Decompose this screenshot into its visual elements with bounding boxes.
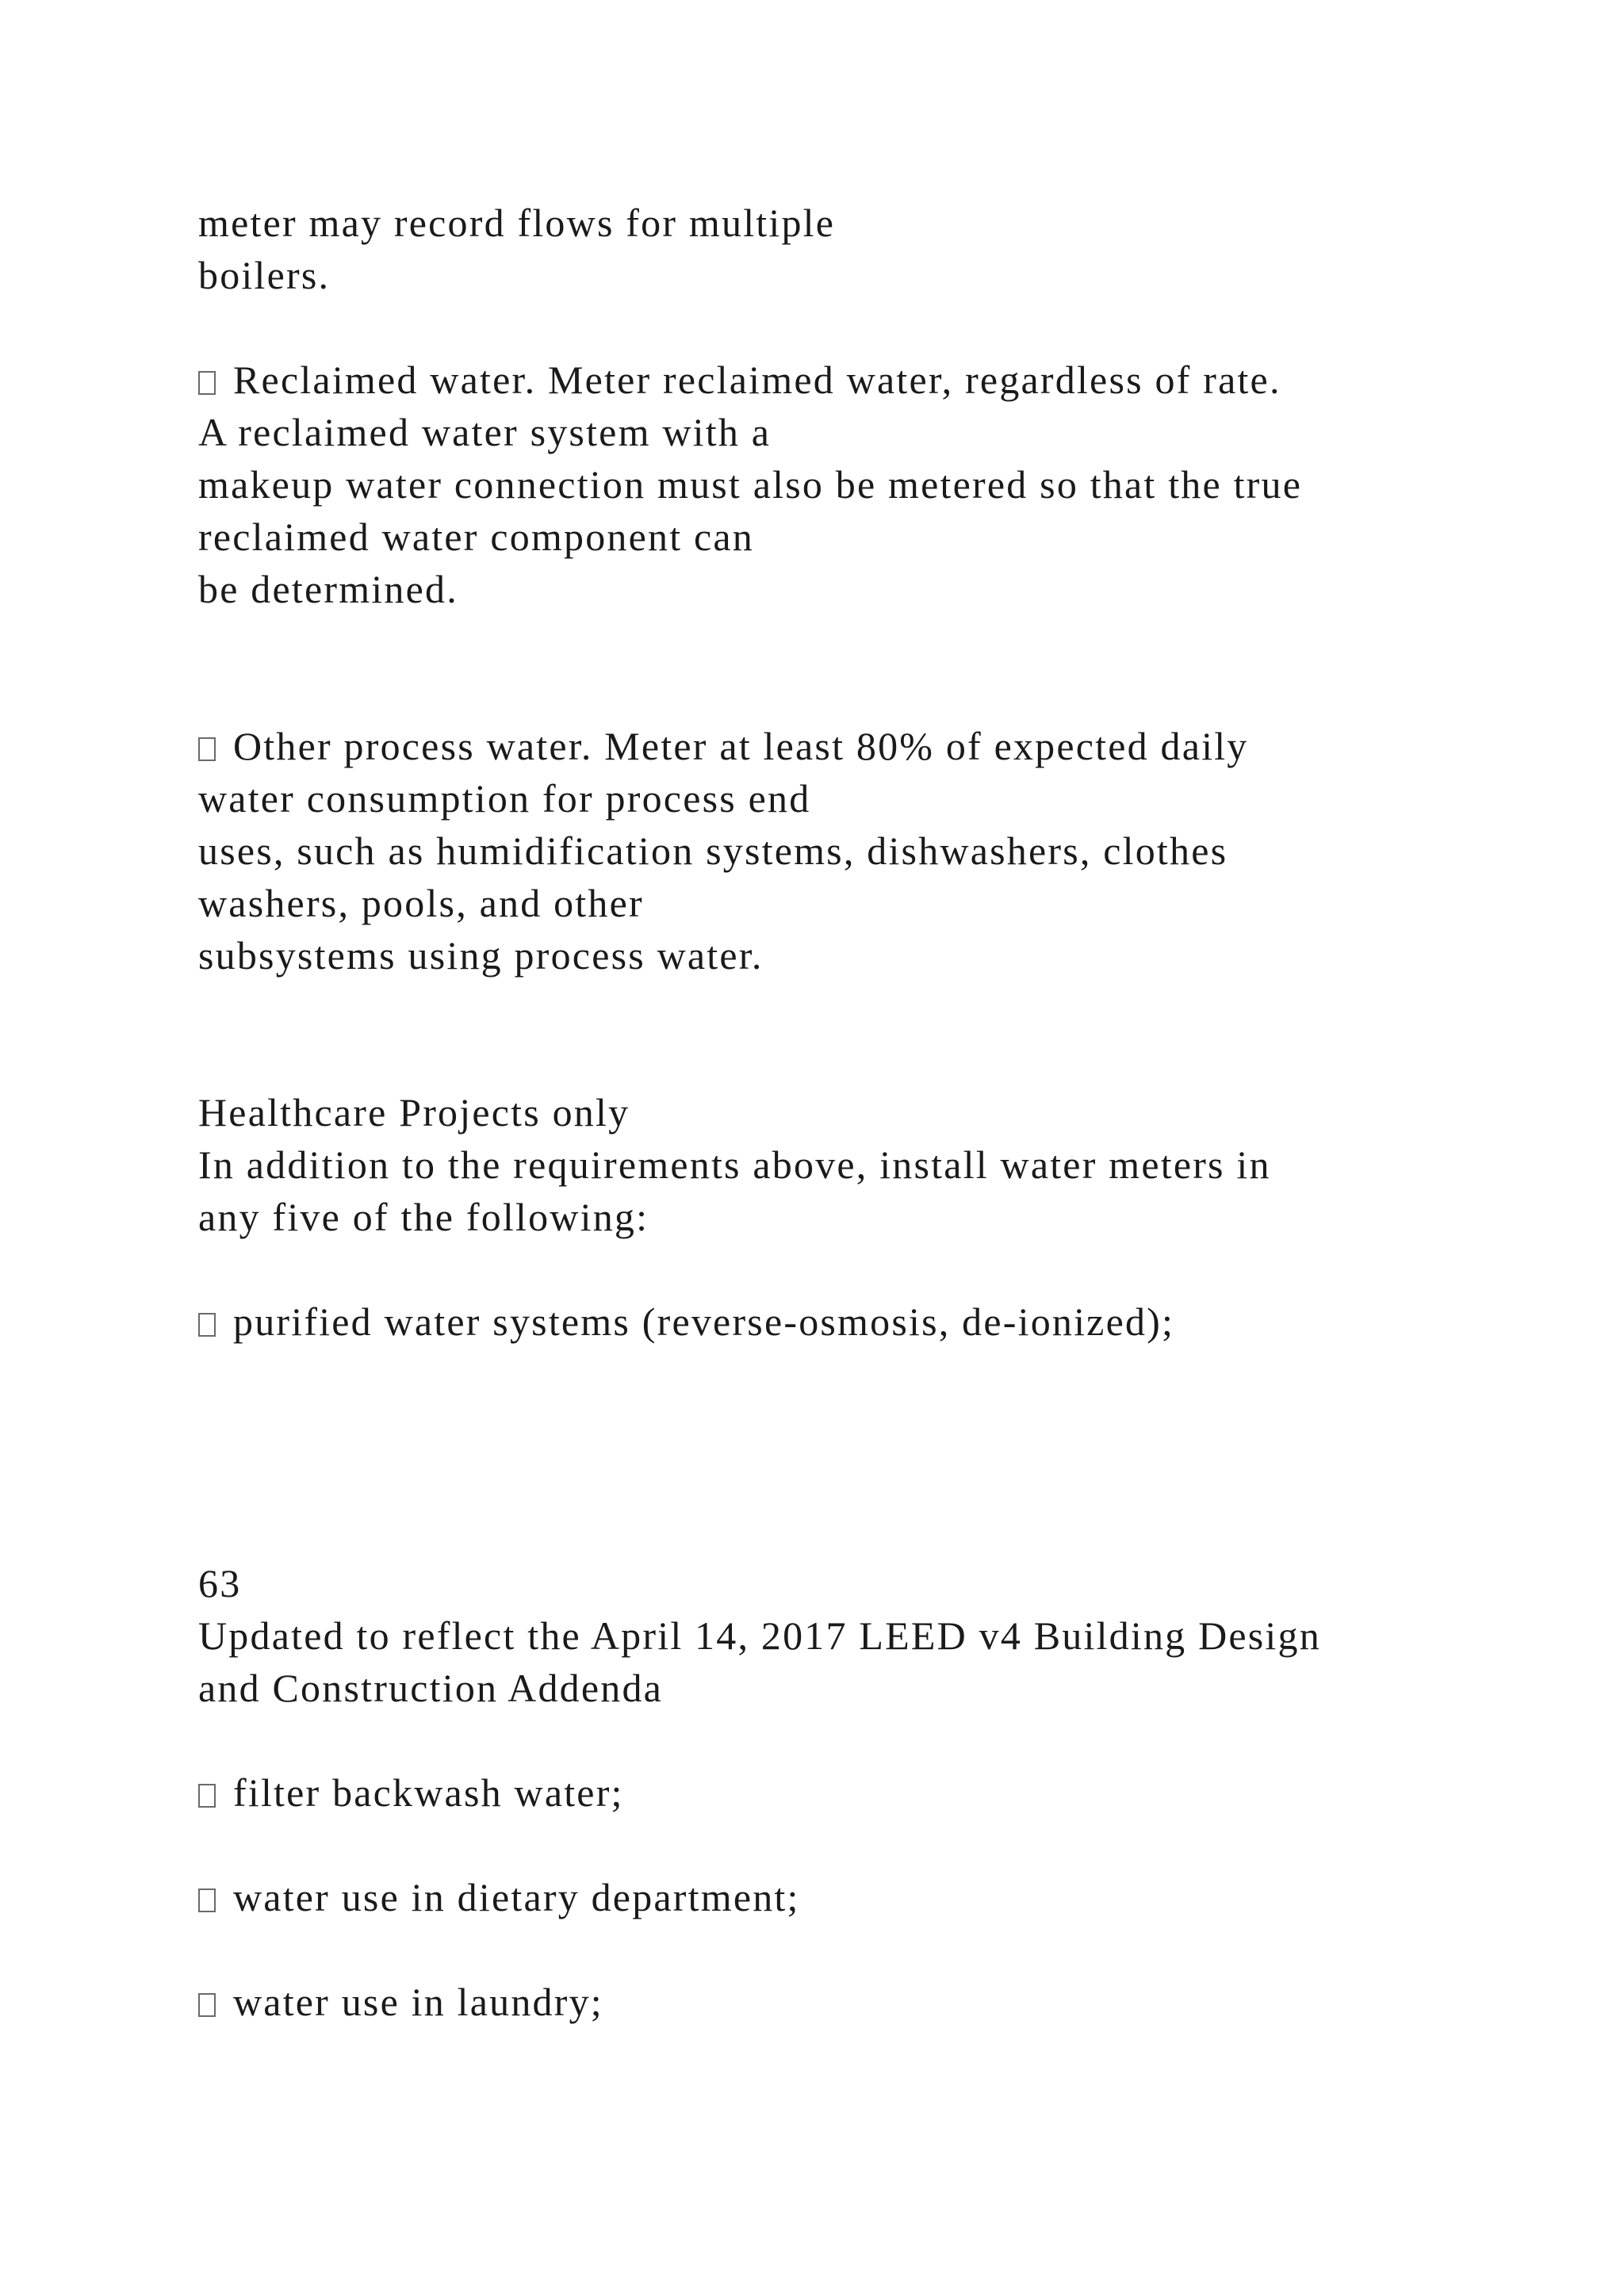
text-line: any five of the following: [198, 1195, 649, 1239]
text-line: subsystems using process water. [198, 933, 764, 978]
section-heading: Healthcare Projects only [198, 1090, 630, 1135]
bullet-item-laundry [198, 1976, 603, 2028]
bullet-box-icon [198, 1993, 216, 2017]
text-line: filter backwash water; [233, 1770, 624, 1815]
text-line: meter may record flows for multiple [198, 201, 836, 245]
text-line: boilers. [198, 253, 331, 297]
text-line: makeup water connection must also be metered so that the true [198, 462, 1303, 507]
text-line: uses, such as humidification systems, dishwashers, clothes [198, 828, 1228, 873]
text-line: Reclaimed water. Meter reclaimed water, regardless of rate. [233, 358, 1281, 402]
text-line: water use in laundry; [233, 1980, 603, 2024]
bullet-box-icon [198, 1313, 216, 1337]
text-line: be determined. [198, 567, 458, 611]
bullet-box-icon [198, 1888, 216, 1912]
text-line: Other process water. Meter at least 80% of expected daily [233, 724, 1249, 768]
text-line: In addition to the requirements above, install water meters in [198, 1142, 1271, 1187]
text-line: purified water systems (reverse-osmosis, de-ionized); [233, 1299, 1175, 1344]
text-line: water consumption for process end [198, 776, 811, 821]
footer-line: and Construction Addenda [198, 1666, 664, 1710]
bullet-item-purified-water [198, 1295, 1174, 1348]
bullet-box-icon [198, 737, 216, 761]
bullet-box-icon [198, 371, 216, 395]
bullet-item-dietary [198, 1871, 800, 1923]
text-line: A reclaimed water system with a [198, 410, 772, 454]
bullet-item-other-process-water [198, 720, 1249, 772]
page-number: 63 [198, 1561, 242, 1605]
text-line: washers, pools, and other [198, 881, 644, 925]
bullet-box-icon [198, 1784, 216, 1808]
footer-line: Updated to reflect the April 14, 2017 LEED v4 Building Design [198, 1613, 1321, 1658]
text-line: reclaimed water component can [198, 515, 754, 559]
text-line: water use in dietary department; [233, 1875, 800, 1919]
bullet-item-filter-backwash [198, 1766, 624, 1819]
bullet-item-reclaimed-water [198, 354, 1281, 406]
